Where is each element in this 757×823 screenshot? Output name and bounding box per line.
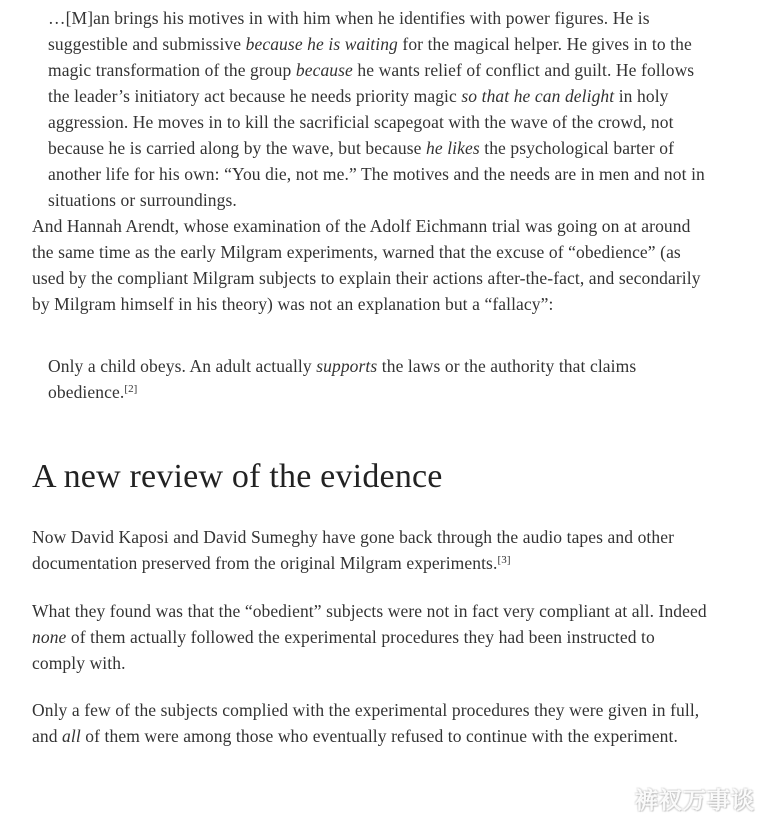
watermark-text: 裤衩万事谈 — [635, 787, 755, 813]
paragraph-only-a-few-complied — [32, 697, 711, 749]
text-run: Now David Kaposi and David Sumeghy have gone back through the audio tapes and other documentation preserved from the original Milgram experiments. — [32, 527, 675, 573]
blockquote-milgram-motives — [32, 5, 711, 213]
emphasized-text: all — [62, 726, 81, 746]
emphasized-text: because — [295, 60, 353, 80]
emphasized-text: so that he can delight — [461, 86, 615, 106]
paragraph-what-they-found — [32, 598, 711, 676]
text-run: …[M]an brings his motives in with him when he identifies with power figures. He is suggestible and submissive — [48, 8, 650, 54]
text-run: for the magical helper. He gives in to the magic transformation of the group — [48, 34, 692, 80]
paragraph-kaposi-sumeghy — [32, 524, 711, 576]
footnote-reference[interactable]: [3] — [497, 554, 511, 566]
text-run: the laws or the authority that claims obedience. — [48, 356, 637, 402]
emphasized-text: he likes — [426, 138, 480, 158]
emphasized-text: supports — [316, 356, 378, 376]
text-run: of them were among those who eventually refused to continue with the experiment. — [80, 726, 678, 746]
text-run: in holy aggression. He moves in to kill the sacrificial scapegoat with the wave of the crowd, not because he is carried along by the wave, but because — [48, 86, 674, 158]
section-heading-new-review: A new review of the evidence — [32, 458, 443, 495]
emphasized-text: none — [32, 627, 67, 647]
emphasized-text: because he is waiting — [245, 34, 398, 54]
text-run: Only a few of the subjects complied with the experimental procedures they were given in full, and — [32, 700, 700, 746]
footnote-reference[interactable]: [2] — [124, 383, 138, 395]
text-run: of them actually followed the experimental procedures they had been instructed to comply with. — [32, 627, 655, 673]
text-run: the psychological barter of another life for his own: “You die, not me.” The motives and the needs are in men and not in situations or surroundings. — [48, 138, 705, 210]
text-run: What they found was that the “obedient” subjects were not in fact very compliant at all. Indeed — [32, 601, 707, 621]
text-run: Only a child obeys. An adult actually — [48, 356, 317, 376]
paragraph-hannah-arendt: And Hannah Arendt, whose examination of the Adolf Eichmann trial was going on at around the same time as the early Milgram experiments, warned that the excuse of “obedience” (as used by the compliant Milgram subjects to explain their actions after-the-fact, and secondarily by Milgram himself in his theory) was not an explanation but a “fallacy”: — [32, 216, 701, 314]
blockquote-only-a-child-obeys — [32, 353, 711, 405]
text-run: he wants relief of conflict and guilt. He follows the leader’s initiatory act because he needs priority magic — [48, 60, 695, 106]
